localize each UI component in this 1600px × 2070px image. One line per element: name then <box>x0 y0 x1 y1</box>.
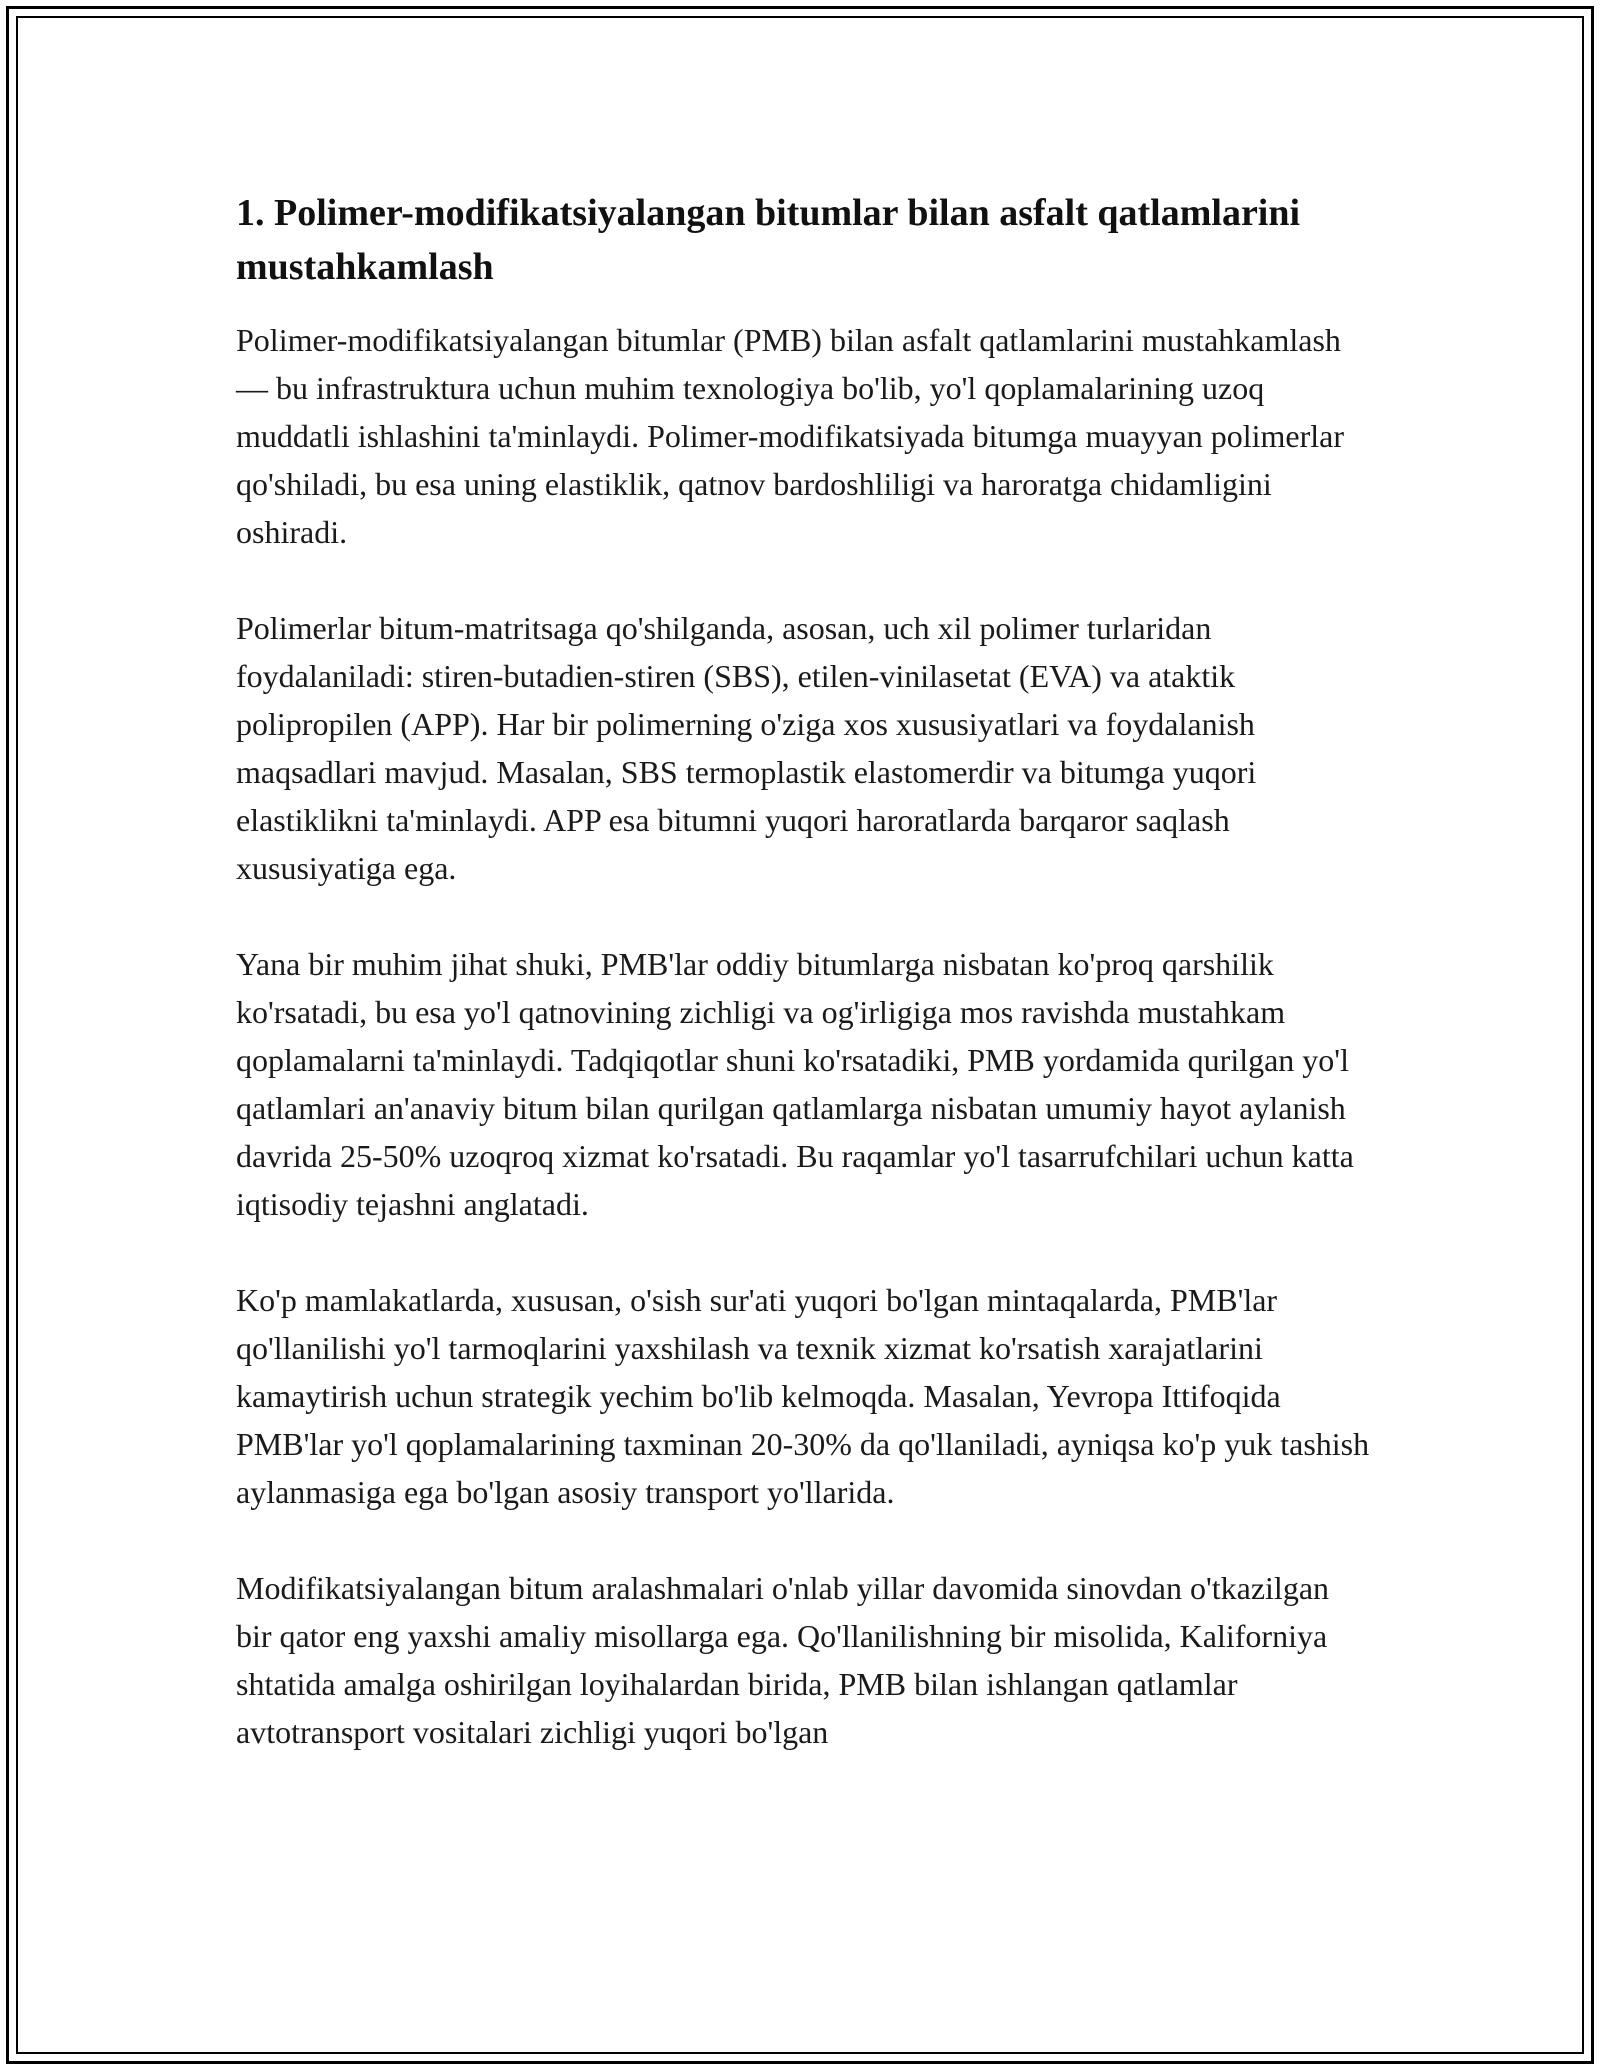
paragraph-3: Yana bir muhim jihat shuki, PMB'lar oddiy bitumlarga nisbatan ko'proq qarshilik ko'rsatadi, bu esa yo'l qatnovining zichligi va og'irligiga mos ravishda mustahkam qoplamalarni ta'minlaydi. Tadqiqotlar shuni ko'rsatadiki, PMB yordamida qurilgan yo'l qatlamlari an'anaviy bitum bilan qurilgan qatlamlarga nisbatan umumiy hayot aylanish davrida 25-50% uzoqroq xizmat ko'rsatadi. Bu raqamlar yo'l tasarrufchilari uchun katta iqtisodiy tejashni anglatadi. <box>236 946 1354 1222</box>
paragraph-4: Ko'p mamlakatlarda, xususan, o'sish sur'ati yuqori bo'lgan mintaqalarda, PMB'lar qo'llanilishi yo'l tarmoqlarini yaxshilash va texnik xizmat ko'rsatish xarajatlarini kamaytirish uchun strategik yechim bo'lib kelmoqda. Masalan, Yevropa Ittifoqida PMB'lar yo'l qoplamalarining taxminan 20-30% da qo'llaniladi, ayniqsa ko'p yuk tashish aylanmasiga ega bo'lgan asosiy transport yo'llarida. <box>236 1282 1370 1510</box>
paragraph-2: Polimerlar bitum-matritsaga qo'shilganda, asosan, uch xil polimer turlaridan foydalaniladi: stiren-butadien-stiren (SBS), etilen-vinilasetat (EVA) va ataktik polipropilen (APP). Har bir polimerning o'ziga xos xususiyatlari va foydalanish maqsadlari mavjud. Masalan, SBS termoplastik elastomerdir va bitumga yuqori elastiklikni ta'minlaydi. APP esa bitumni yuqori haroratlarda barqaror saqlash xususiyatiga ega. <box>236 610 1257 886</box>
paragraph-1: Polimer-modifikatsiyalangan bitumlar (PMB) bilan asfalt qatlamlarini mustahkamlash — bu infrastruktura uchun muhim texnologiya bo'lib, yo'l qoplamalarining uzoq muddatli ishlashini ta'minlaydi. Polimer-modifikatsiyada bitumga muayyan polimerlar qo'shiladi, bu esa uning elastiklik, qatnov bardoshliligi va haroratga chidamligini oshiradi. <box>236 322 1345 550</box>
document-body <box>236 186 1372 1804</box>
paragraph-5: Modifikatsiyalangan bitum aralashmalari o'nlab yillar davomida sinovdan o'tkazilgan bir qator eng yaxshi amaliy misollarga ega. Qo'llanilishning bir misolida, Kaliforniya shtatida amalga oshirilgan loyihalardan birida, PMB bilan ishlangan qatlamlar avtotransport vositalari zichligi yuqori bo'lgan <box>236 1570 1330 1750</box>
section-heading: 1. Polimer-modifikatsiyalangan bitumlar bilan asfalt qatlamlarini mustahkamlash <box>236 192 1301 288</box>
